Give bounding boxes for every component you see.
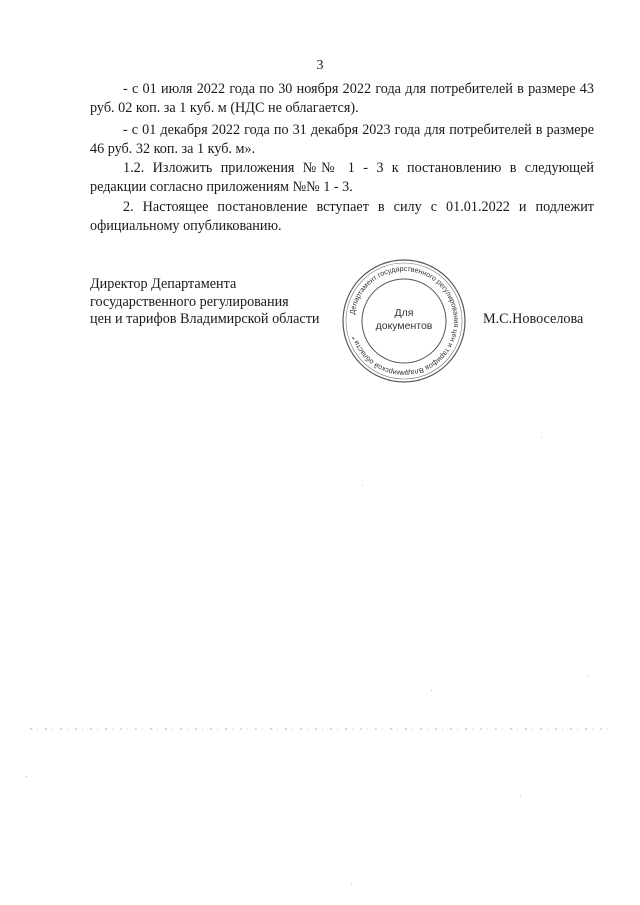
official-stamp xyxy=(341,258,467,384)
scan-artifact-line xyxy=(30,728,610,730)
scan-speck xyxy=(520,796,521,797)
signer-name: М.С.Новоселова xyxy=(483,311,584,327)
paragraph-effective-date xyxy=(90,198,594,236)
paragraph-appendices xyxy=(90,159,594,197)
signer-title-line: цен и тарифов Владимирской области xyxy=(90,311,320,327)
stamp-center-line: Для xyxy=(394,307,414,319)
paragraph-text: - с 01 июля 2022 года по 30 ноября 2022 года для потребителей в размере 43 руб. 02 коп. за 1 куб. м (НДС не облагается). xyxy=(90,81,594,116)
stamp-ring-text: Департамент государственного регулирования цен и тарифов Владимирской области * xyxy=(347,263,462,379)
paragraph-tariff-jul-nov xyxy=(90,80,594,118)
signer-title-line: Директор Департамента xyxy=(90,276,237,292)
scan-speck xyxy=(588,676,589,677)
stamp-center-line: документов xyxy=(375,320,433,332)
signer-title xyxy=(90,276,320,329)
scan-speck xyxy=(26,776,27,777)
scan-speck xyxy=(351,883,352,884)
page-number: 3 xyxy=(316,58,324,73)
scan-speck xyxy=(362,485,363,486)
signer-title-line: государственного регулирования xyxy=(90,293,289,310)
paragraph-tariff-dec xyxy=(90,121,594,159)
paragraph-text: 1.2. Изложить приложения №№ 1 - 3 к постановлению в следующей редакции согласно приложениям №№ 1 - 3. xyxy=(90,160,594,195)
paragraph-text: 2. Настоящее постановление вступает в силу с 01.01.2022 и подлежит официальному опубликованию. xyxy=(90,199,594,234)
scan-speck xyxy=(541,437,542,438)
paragraph-text: - с 01 декабря 2022 года по 31 декабря 2023 года для потребителей в размере 46 руб. 32 коп. за 1 куб. м». xyxy=(90,122,594,157)
scan-speck xyxy=(431,690,432,691)
